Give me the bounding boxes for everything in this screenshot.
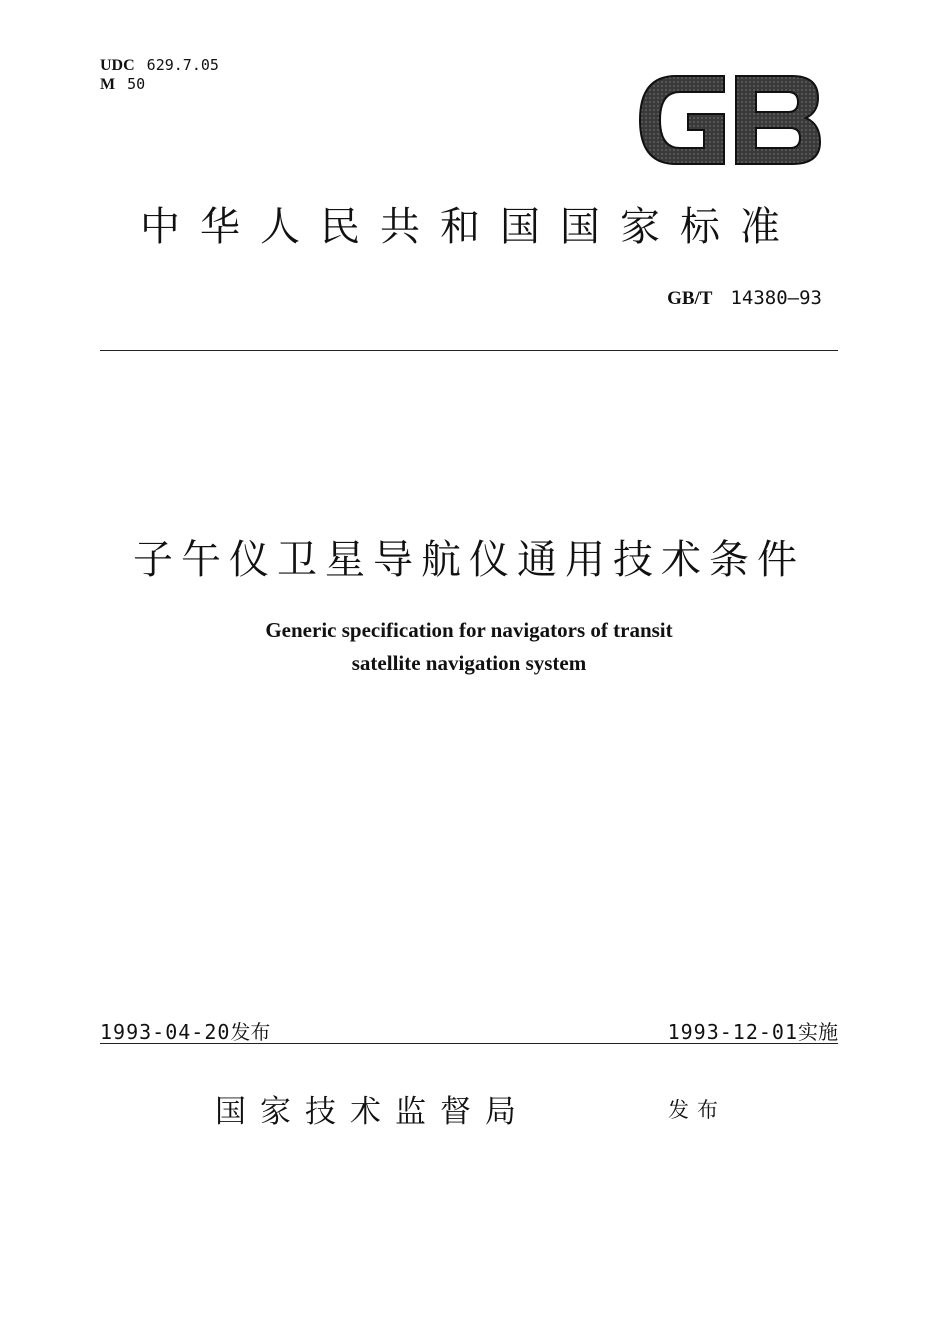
english-title	[100, 614, 838, 680]
m-label: M	[100, 76, 116, 93]
effective-date-value: 1993-12-01	[667, 1020, 798, 1044]
publisher-name: 国家技术监督局	[215, 1094, 530, 1130]
standard-number-value: 14380—93	[730, 287, 822, 309]
issue-date-value: 1993-04-20	[100, 1020, 231, 1044]
standard-number	[667, 287, 822, 310]
english-title-line2: satellite navigation system	[351, 651, 587, 675]
national-standard-title: 中华人民共和国国家标准	[140, 204, 800, 250]
effective-date-label: 实施	[798, 1020, 838, 1044]
classification-codes	[100, 56, 219, 94]
udc-row	[100, 56, 219, 75]
m-row	[100, 75, 219, 94]
english-title-line1: Generic specification for navigators of transit	[265, 618, 673, 642]
issue-date-label: 发布	[230, 1020, 271, 1044]
gb-logo-icon	[636, 68, 824, 172]
bottom-divider	[100, 1043, 838, 1044]
gb-logo-b	[736, 76, 820, 164]
udc-value: 629.7.05	[146, 56, 219, 74]
standard-code: GB/T	[667, 288, 713, 309]
udc-label: UDC	[100, 57, 135, 74]
publish-label: 发布	[668, 1098, 726, 1122]
effective-date	[668, 1016, 838, 1045]
issue-date	[100, 1016, 270, 1045]
chinese-title: 子午仪卫星导航仪通用技术条件	[133, 537, 805, 583]
gb-logo-g	[640, 76, 724, 164]
m-value: 50	[127, 75, 146, 93]
top-divider	[100, 350, 838, 351]
